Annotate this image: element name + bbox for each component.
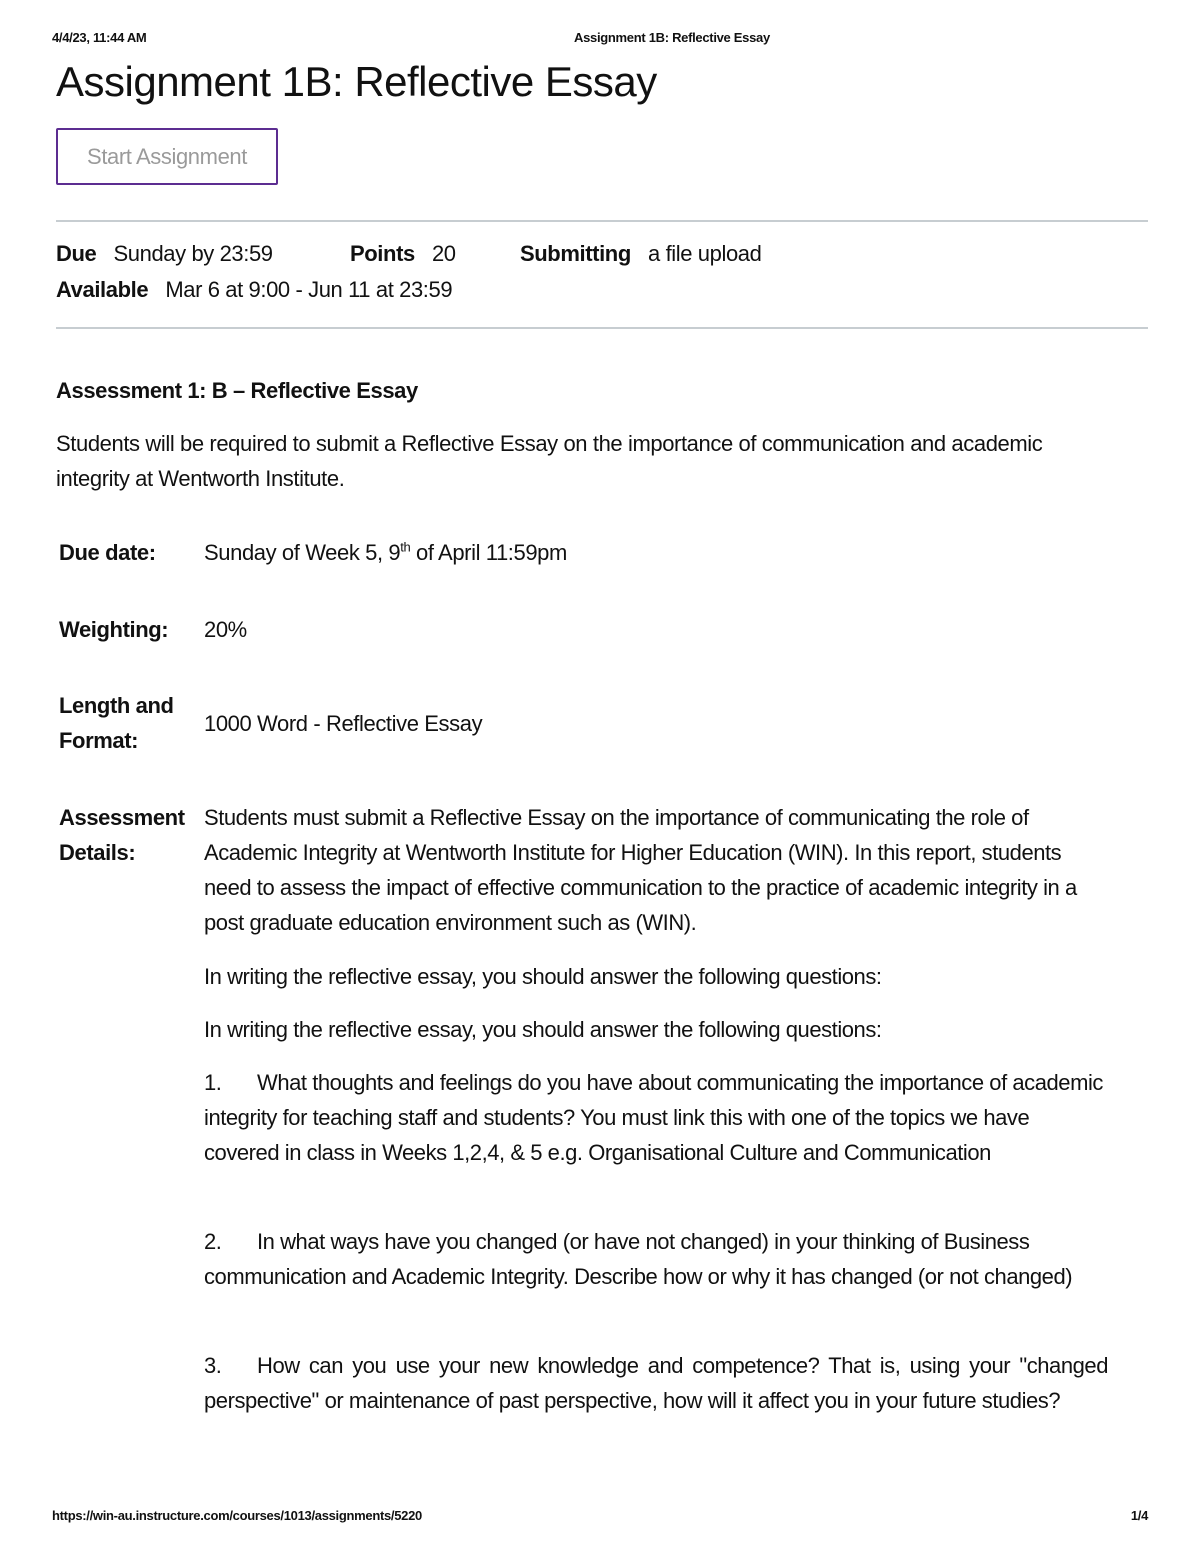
page-url: https://win-au.instructure.com/courses/1013/assignments/5220 bbox=[52, 1508, 422, 1523]
available-meta bbox=[56, 277, 452, 303]
due-date-prefix: Sunday of Week 5, 9 bbox=[204, 540, 401, 565]
submitting-label: Submitting bbox=[520, 241, 631, 266]
assessment-heading: Assessment 1: B – Reflective Essay bbox=[56, 378, 418, 403]
weighting-label: Weighting: bbox=[59, 617, 169, 642]
page-title: Assignment 1B: Reflective Essay bbox=[56, 58, 657, 105]
assessment-details-label bbox=[59, 800, 185, 870]
length-format-label bbox=[59, 688, 174, 758]
length-label-line2: Format: bbox=[59, 728, 139, 753]
question-2 bbox=[204, 1224, 1108, 1294]
points-meta bbox=[350, 241, 456, 267]
due-date-value bbox=[204, 535, 567, 570]
print-doc-title: Assignment 1B: Reflective Essay bbox=[574, 30, 770, 45]
weighting-value: 20% bbox=[204, 617, 247, 642]
due-date-suffix: of April 11:59pm bbox=[410, 540, 567, 565]
length-label-line1: Length and bbox=[59, 693, 174, 718]
question-2-number: 2. bbox=[204, 1229, 222, 1254]
assessment-details-text: Students must submit a Reflective Essay on the importance of communicating the role of Academic Integrity at Wentworth Institute for Higher Education (WIN). In this report, students need to assess the impact of effective communication to the practice of academic integrity in a post graduate education environment such as (WIN). bbox=[204, 805, 1077, 935]
due-value: Sunday by 23:59 bbox=[113, 241, 273, 266]
points-label: Points bbox=[350, 241, 415, 266]
print-footer bbox=[52, 1508, 1148, 1528]
available-label: Available bbox=[56, 277, 149, 302]
length-format-value: 1000 Word - Reflective Essay bbox=[204, 711, 483, 736]
due-date-ordinal: th bbox=[400, 539, 411, 555]
due-date-label: Due date: bbox=[59, 540, 156, 565]
question-1-text: What thoughts and feelings do you have about communicating the importance of academic integrity for teaching staff and students? You must link this with one of the topics we have covered in class in Weeks 1,2,4, & 5 e.g. Organisational Culture and Communication bbox=[204, 1070, 1103, 1165]
start-assignment-button[interactable]: Start Assignment bbox=[56, 128, 278, 185]
due-meta bbox=[56, 241, 273, 267]
submitting-meta bbox=[520, 241, 761, 267]
points-value: 20 bbox=[431, 241, 456, 266]
available-value: Mar 6 at 9:00 - Jun 11 at 23:59 bbox=[165, 277, 453, 302]
question-3-text: How can you use your new knowledge and competence? That is, using your "changed perspective" or maintenance of past perspective, how will it affect you in your future studies? bbox=[204, 1353, 1108, 1413]
question-3 bbox=[204, 1348, 1108, 1418]
instruction-2: In writing the reflective essay, you should answer the following questions: bbox=[204, 1017, 882, 1042]
print-datetime: 4/4/23, 11:44 AM bbox=[52, 30, 147, 45]
due-label: Due bbox=[56, 241, 97, 266]
assessment-intro: Students will be required to submit a Reflective Essay on the importance of communication and academic integrity at Wentworth Institute. bbox=[56, 431, 1043, 491]
print-header bbox=[52, 30, 1148, 50]
page-number: 1/4 bbox=[1130, 1508, 1148, 1523]
divider-bottom bbox=[56, 327, 1148, 329]
question-1 bbox=[204, 1065, 1108, 1170]
details-label-line2: Details: bbox=[59, 840, 136, 865]
question-3-number: 3. bbox=[204, 1353, 222, 1378]
question-1-number: 1. bbox=[204, 1070, 222, 1095]
divider-top bbox=[56, 220, 1148, 222]
details-label-line1: Assessment bbox=[59, 805, 185, 830]
instruction-1: In writing the reflective essay, you should answer the following questions: bbox=[204, 964, 882, 989]
question-2-text: In what ways have you changed (or have not changed) in your thinking of Business communication and Academic Integrity. Describe how or why it has changed (or not changed) bbox=[204, 1229, 1073, 1289]
submitting-value: a file upload bbox=[648, 241, 762, 266]
